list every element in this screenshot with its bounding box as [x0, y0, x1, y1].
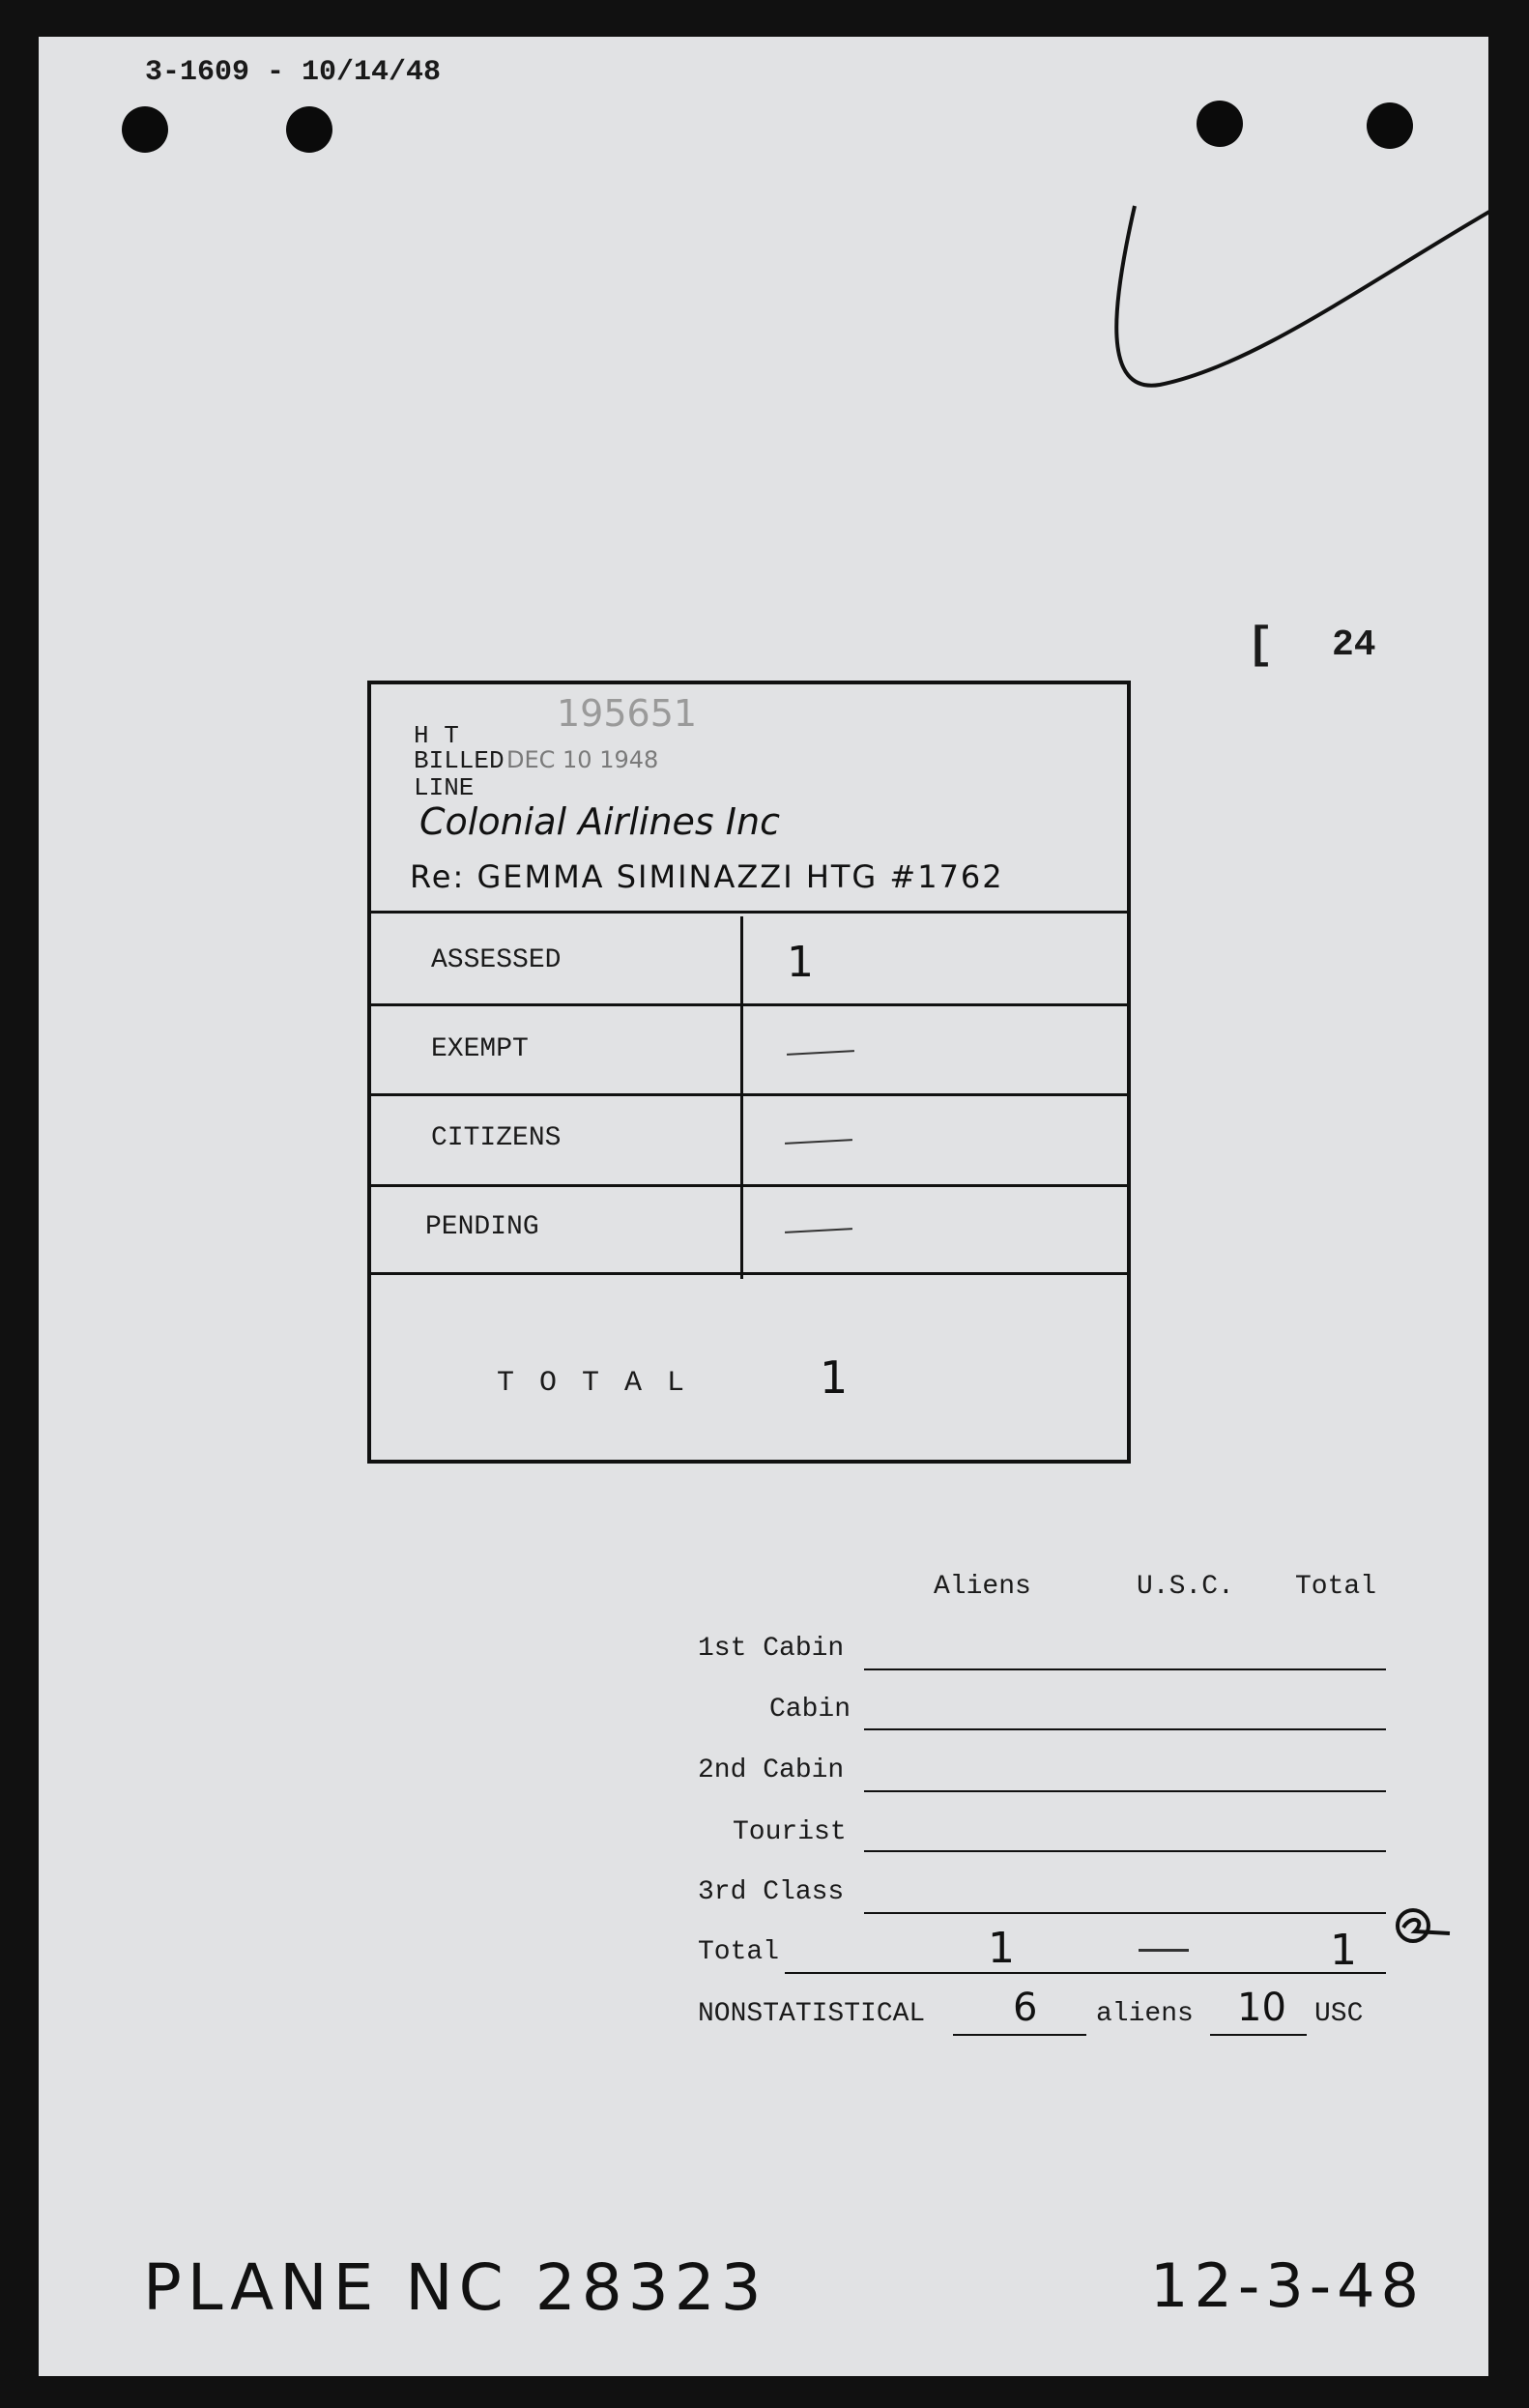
nonstat-aliens-label: aliens: [1096, 1999, 1194, 2029]
nonstat-aliens-line: [953, 2034, 1086, 2036]
row-3rd-class-line: [864, 1912, 1386, 1914]
nonstat-aliens-value: 6: [1013, 1986, 1038, 2030]
nonstat-usc-line: [1210, 2034, 1307, 2036]
circled-mark-icon: [1392, 1904, 1459, 1953]
col-total: Total: [1295, 1572, 1377, 1602]
row-2nd-cabin-line: [864, 1790, 1386, 1792]
page-number: 24: [1332, 624, 1376, 666]
stamp-number: 195651: [557, 692, 698, 735]
col-usc: U.S.C.: [1137, 1572, 1234, 1602]
punch-hole: [286, 106, 332, 153]
row-label-assessed: ASSESSED: [431, 945, 562, 975]
nonstat-usc-value: 10: [1237, 1986, 1286, 2030]
col-aliens: Aliens: [934, 1572, 1031, 1602]
total-usc-dash: [1139, 1949, 1189, 1952]
punch-hole: [1367, 102, 1413, 149]
document-page: [39, 37, 1488, 2376]
stamp-date: DEC 10 1948: [506, 746, 659, 773]
row-cabin: Cabin: [769, 1695, 851, 1725]
row-1st-cabin: 1st Cabin: [698, 1634, 845, 1664]
row-label-pending: PENDING: [425, 1212, 539, 1242]
total-total-value: 1: [1330, 1926, 1357, 1975]
row-label-citizens: CITIZENS: [431, 1123, 562, 1153]
label-billed: BILLED: [414, 746, 505, 775]
row-2nd-cabin: 2nd Cabin: [698, 1755, 845, 1785]
row-value-exempt-dash: [787, 1050, 854, 1056]
total-label: T O T A L: [497, 1367, 689, 1400]
row-1st-cabin-line: [864, 1668, 1386, 1670]
page-number-bracket: [: [1247, 621, 1274, 671]
punch-hole: [1197, 101, 1243, 147]
nonstat-label: NONSTATISTICAL: [698, 1999, 926, 2029]
row-3rd-class: 3rd Class: [698, 1877, 845, 1907]
line-name-handwritten: Colonial Airlines Inc: [419, 800, 780, 843]
row-label-exempt: EXEMPT: [431, 1034, 529, 1064]
row-value-pending-dash: [785, 1228, 852, 1233]
total-value: 1: [820, 1351, 849, 1404]
total-aliens-value: 1: [988, 1924, 1015, 1973]
row-cabin-line: [864, 1728, 1386, 1730]
form-number: 3-1609 - 10/14/48: [145, 56, 442, 89]
billing-box: [367, 681, 1131, 1464]
row-value-citizens-dash: [785, 1139, 852, 1145]
reference-handwritten: Re: GEMMA SIMINAZZI HTG #1762: [410, 858, 1004, 895]
row-total: Total: [698, 1937, 780, 1967]
row-tourist-line: [864, 1850, 1386, 1852]
row-value-assessed: 1: [787, 938, 814, 987]
date-handwritten: 12-3-48: [1150, 2250, 1425, 2321]
row-total-line: [785, 1972, 1386, 1974]
label-ht: H T: [414, 721, 459, 750]
nonstat-usc-label: USC: [1314, 1999, 1364, 2029]
row-tourist: Tourist: [733, 1817, 847, 1847]
label-line: LINE: [414, 773, 475, 802]
punch-hole: [122, 106, 168, 153]
check-mark-icon: [1063, 162, 1488, 452]
plane-number-handwritten: PLANE NC 28323: [143, 2250, 767, 2325]
